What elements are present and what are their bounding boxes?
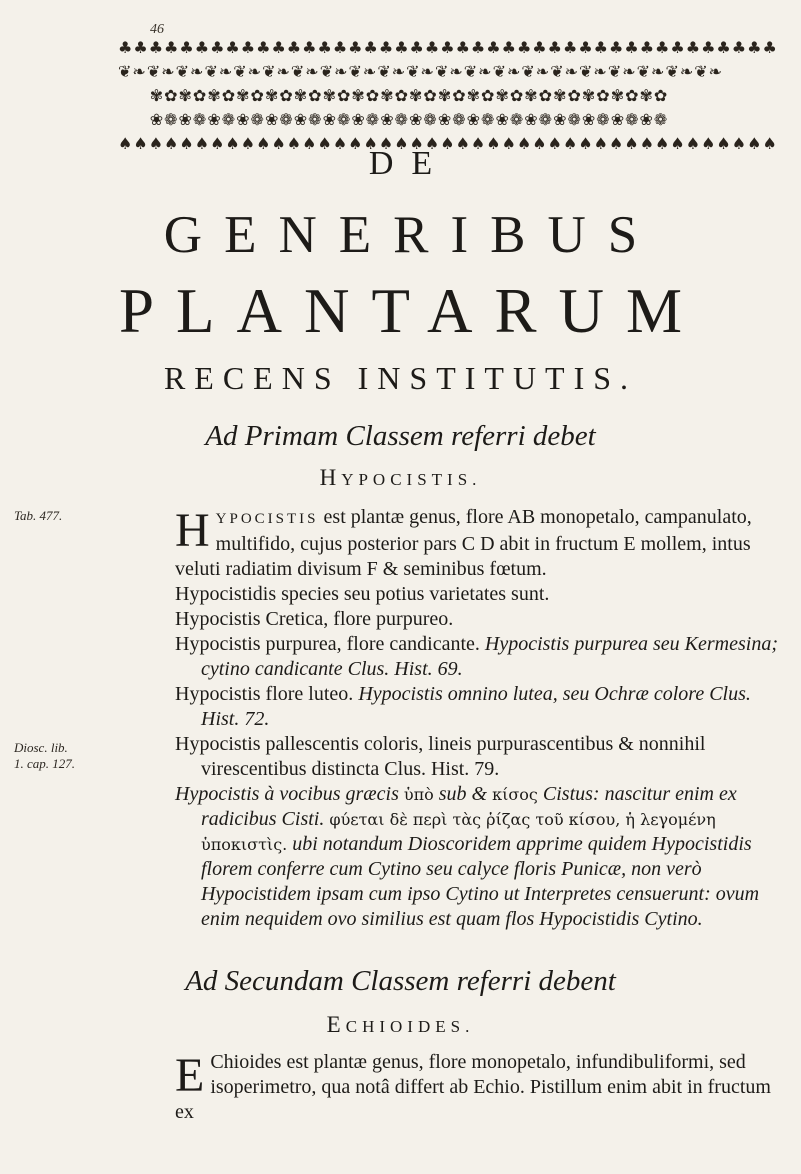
drop-cap: H [175, 504, 210, 557]
genus-rest: CHIOIDES. [345, 1017, 475, 1036]
drop-cap: E [175, 1049, 205, 1102]
title-plantarum: PLANTARUM [119, 276, 704, 346]
echioides-description [175, 1050, 787, 1125]
lead-small-caps: YPOCISTIS [215, 511, 319, 527]
etymology-note: Hypocistis à vocibus græcis ὑπὸ sub & κίσος Cistus: nascitur enim ex radicibus Cisti. φύεται δὲ περὶ τὰς ῥίζας τοῦ κίσου, ἡ λεγομένη ὑποκιστὶς. ubi notandum Dioscoridem apprime quidem Hypocistidis florem conferre cum Cytino seu calyce floris Punicæ, non verò Hypocistidem ipsam cum ipso Cytino ut Interpretes censuerunt: ovum enim nequidem ovo similius est quam flos Hypocistidis Cytino. [175, 783, 760, 930]
class2-heading: Ad Secundam Classem referri debent [185, 965, 616, 997]
ornament-row: ✾✿✾✿✾✿✾✿✾✿✾✿✾✿✾✿✾✿✾✿✾✿✾✿✾✿✾✿✾✿✾✿✾✿✾✿ [149, 86, 669, 105]
species-item: Hypocistis purpurea, flore candicante. Hypocistis purpurea seu Kermesina; cytino candicante Clus. Hist. 69. [175, 633, 779, 680]
genus-rest: YPOCISTIS. [341, 470, 482, 489]
echioides-text [175, 1050, 787, 1125]
ornament-row: ❀❁❀❁❀❁❀❁❀❁❀❁❀❁❀❁❀❁❀❁❀❁❀❁❀❁❀❁❀❁❀❁❀❁❀❁ [149, 110, 669, 129]
page-number: 46 [150, 22, 164, 37]
species-item: Hypocistis Cretica, flore purpureo. [175, 608, 454, 630]
title-recens-institutis: RECENS INSTITUTIS. [163, 360, 638, 396]
genus-heading-hypocistis [0, 465, 801, 491]
ornament-row: ❦❧❦❧❦❧❦❧❦❧❦❧❦❧❦❧❦❧❦❧❦❧❦❧❦❧❦❧❦❧❦❧❦❧❦❧❦❧❦❧❦❧ [118, 62, 724, 81]
margin-note-dioscorides [14, 740, 75, 772]
genus-initial: H [319, 465, 342, 490]
species-item: Hypocistis pallescentis coloris, lineis purpurascentibus & nonnihil virescentibus distincta Clus. Hist. 79. [175, 733, 706, 780]
margin-note-tab: Tab. 477. [14, 508, 63, 523]
class1-heading: Ad Primam Classem referri debet [205, 420, 596, 452]
genus-heading-echioides [0, 1012, 801, 1038]
margin-note-line: Diosc. lib. [14, 740, 68, 755]
species-item: Hypocistis flore luteo. Hypocistis omnino lutea, seu Ochræ colore Clus. Hist. 72. [175, 683, 751, 730]
description-text: Chioides est plantæ genus, flore monopetalo, infundibuliformi, sed isoperimetro, qua notâ differt ab Echio. Pistillum enim abit in fructum ex [175, 1051, 771, 1123]
species-intro: Hypocistidis species seu potius varietates sunt. [175, 583, 550, 605]
margin-note-line: 1. cap. 127. [14, 756, 76, 771]
genus-initial: E [326, 1012, 346, 1037]
description-text: est plantæ genus, flore AB monopetalo, campanulato, multifido, cujus posterior pars C D abit in fructum E mollem, intus veluti radiatim divisum F & seminibus fœtum. [175, 506, 752, 580]
hypocistis-text [175, 505, 787, 932]
ornament-row: ♠♠♠♠♠♠♠♠♠♠♠♠♠♠♠♠♠♠♠♠♠♠♠♠♠♠♠♠♠♠♠♠♠♠♠♠♠♠♠♠♠♠♠ [118, 134, 778, 153]
ornament-row: ♣♣♣♣♣♣♣♣♣♣♣♣♣♣♣♣♣♣♣♣♣♣♣♣♣♣♣♣♣♣♣♣♣♣♣♣♣♣♣♣♣♣♣ [118, 38, 778, 57]
title-generibus: GENERIBUS [163, 206, 660, 264]
title-de: DE [368, 145, 451, 182]
hypocistis-description [175, 505, 787, 582]
headpiece-ornament [118, 38, 778, 153]
